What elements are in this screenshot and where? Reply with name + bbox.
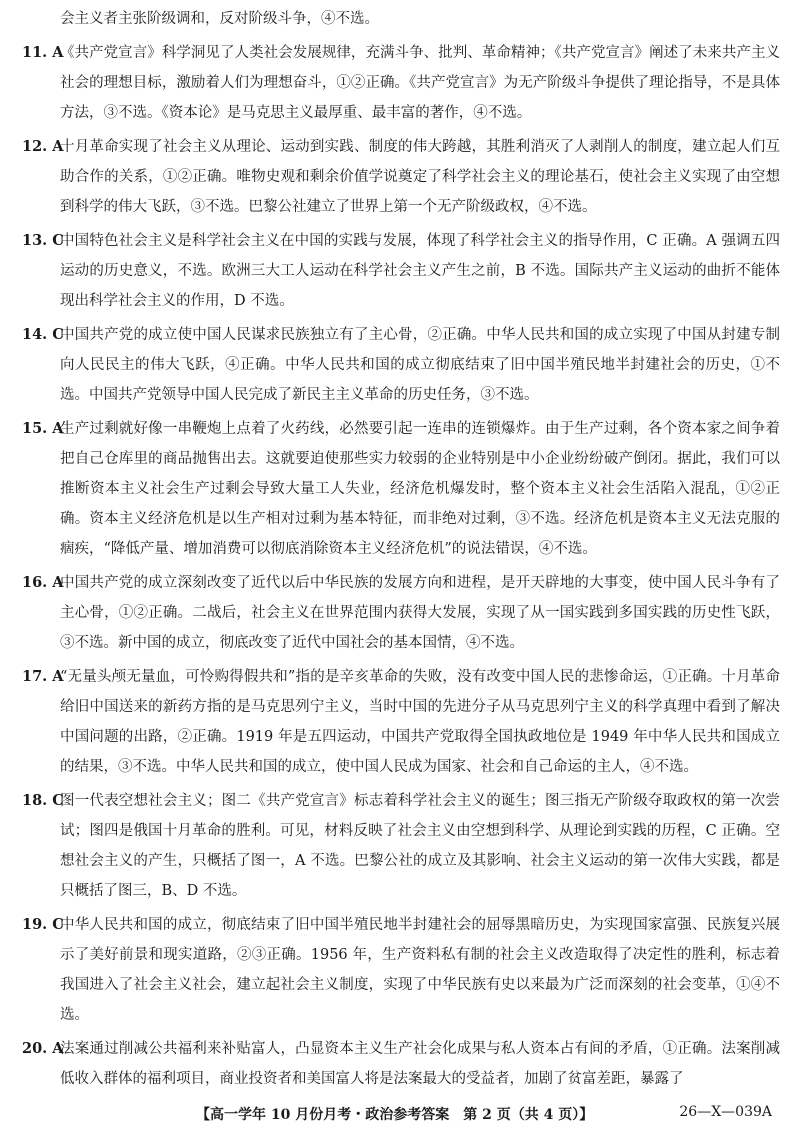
answer-20 <box>22 1034 780 1094</box>
answer-number: 20. A <box>22 1040 64 1057</box>
answer-text: 生产过剩就好像一串鞭炮上点着了火药线，必然要引起一连串的连锁爆炸。由于生产过剩，各个资本家之间争着把自己仓库里的商品抛售出去。这就要迫使那些实力较弱的企业特别是中小企业纷纷破产倒闭。据此，我们可以推断资本主义社会生产过剩会导致大量工人失业，经济危机爆发时，整个资本主义社会生活陷入混乱，①②正确。资本主义经济危机是以生产相对过剩为基本特征，而非绝对过剩，③不选。经济危机是资本主义无法克服的痼疾，“降低产量、增加消费可以彻底消除资本主义经济危机”的说法错误，④不选。 <box>60 421 780 557</box>
answer-number: 17. A <box>22 668 64 685</box>
answer-15 <box>22 414 780 564</box>
answer-text: 中国特色社会主义是科学社会主义在中国的实践与发展，体现了科学社会主义的指导作用，C 正确。A 强调五四运动的历史意义，不选。欧洲三大工人运动在科学社会主义产生之前，B 不选。国际共产主义运动的曲折不能体现出科学社会主义的作用，D 不选。 <box>60 233 780 309</box>
answer-number: 16. A <box>22 574 64 591</box>
answer-number: 12. A <box>22 138 64 155</box>
answer-text: 中国共产党的成立使中国人民谋求民族独立有了主心骨，②正确。中华人民共和国的成立实现了中国从封建专制向人民民主的伟大飞跃，④正确。中华人民共和国的成立彻底结束了旧中国半殖民地半封建社会的历史，①不选。中国共产党领导中国人民完成了新民主主义革命的历史任务，③不选。 <box>60 327 780 403</box>
answer-number: 13. C <box>22 232 64 249</box>
continuation-text: 会主义者主张阶级调和，反对阶级斗争，④不选。 <box>60 11 379 27</box>
page-footer <box>0 1100 800 1130</box>
answer-text: 中国共产党的成立深刻改变了近代以后中华民族的发展方向和进程，是开天辟地的大事变，使中国人民斗争有了主心骨，①②正确。二战后，社会主义在世界范围内获得大发展，实现了从一国实践到多国实践的历史性飞跃，③不选。新中国的成立，彻底改变了近代中国社会的基本国情，④不选。 <box>60 575 780 651</box>
continuation-paragraph <box>22 4 780 34</box>
answer-14 <box>22 320 780 410</box>
answer-content <box>22 4 780 1098</box>
footer-title: 【高一学年 10 月份月考・政治参考答案 第 2 页（共 4 页）】 <box>196 1107 594 1123</box>
answer-number: 15. A <box>22 420 64 437</box>
answer-text: “无量头颅无量血，可怜购得假共和”指的是辛亥革命的失败，没有改变中国人民的悲惨命运，①正确。十月革命给旧中国送来的新药方指的是马克思列宁主义，当时中国的先进分子从马克思列宁主义的科学真理中看到了解决中国问题的出路，②正确。1919 年是五四运动，中国共产党取得全国执政地位是 1949 年中华人民共和国成立的结果，③不选。中华人民共和国的成立，使中国人民成为国家、社会和自己命运的主人，④不选。 <box>60 669 780 775</box>
answer-19 <box>22 910 780 1030</box>
answer-text: 法案通过削减公共福利来补贴富人，凸显资本主义生产社会化成果与私人资本占有间的矛盾，①正确。法案削减低收入群体的福利项目，商业投资者和美国富人将是法案最大的受益者，加剧了贫富差距，暴露了 <box>60 1041 780 1087</box>
answer-13 <box>22 226 780 316</box>
answer-11 <box>22 38 780 128</box>
answer-18 <box>22 786 780 906</box>
answer-number: 11. A <box>22 44 64 61</box>
answer-text: 图一代表空想社会主义；图二《共产党宣言》标志着科学社会主义的诞生；图三指无产阶级夺取政权的第一次尝试；图四是俄国十月革命的胜利。可见，材料反映了社会主义由空想到科学、从理论到实践的历程，C 正确。空想社会主义的产生，只概括了图一，A 不选。巴黎公社的成立及其影响、社会主义运动的第一次伟大实践，都是只概括了图三，B、D 不选。 <box>60 793 780 899</box>
answer-text: 中华人民共和国的成立，彻底结束了旧中国半殖民地半封建社会的屈辱黑暗历史，为实现国家富强、民族复兴展示了美好前景和现实道路，②③正确。1956 年，生产资料私有制的社会主义改造取得了决定性的胜利，标志着我国进入了社会主义社会，建立起社会主义制度，实现了中华民族有史以来最为广泛而深刻的社会变革，①④不选。 <box>60 917 780 1023</box>
answer-16 <box>22 568 780 658</box>
answer-17 <box>22 662 780 782</box>
answer-text: 《共产党宣言》科学洞见了人类社会发展规律，充满斗争、批判、革命精神；《共产党宣言》阐述了未来共产主义社会的理想目标，激励着人们为理想奋斗，①②正确。《共产党宣言》为无产阶级斗争提供了理论指导，不是具体方法，③不选。《资本论》是马克思主义最厚重、最丰富的著作，④不选。 <box>60 45 780 121</box>
footer-code: 26—X—039A <box>679 1104 772 1120</box>
answer-number: 18. C <box>22 792 64 809</box>
answer-number: 19. C <box>22 916 64 933</box>
answer-text: 十月革命实现了社会主义从理论、运动到实践、制度的伟大跨越，其胜利消灭了人剥削人的制度，建立起人们互助合作的关系，①②正确。唯物史观和剩余价值学说奠定了科学社会主义的理论基石，使社会主义实现了由空想到科学的伟大飞跃，③不选。巴黎公社建立了世界上第一个无产阶级政权，④不选。 <box>60 139 780 215</box>
answer-number: 14. C <box>22 326 64 343</box>
answer-12 <box>22 132 780 222</box>
